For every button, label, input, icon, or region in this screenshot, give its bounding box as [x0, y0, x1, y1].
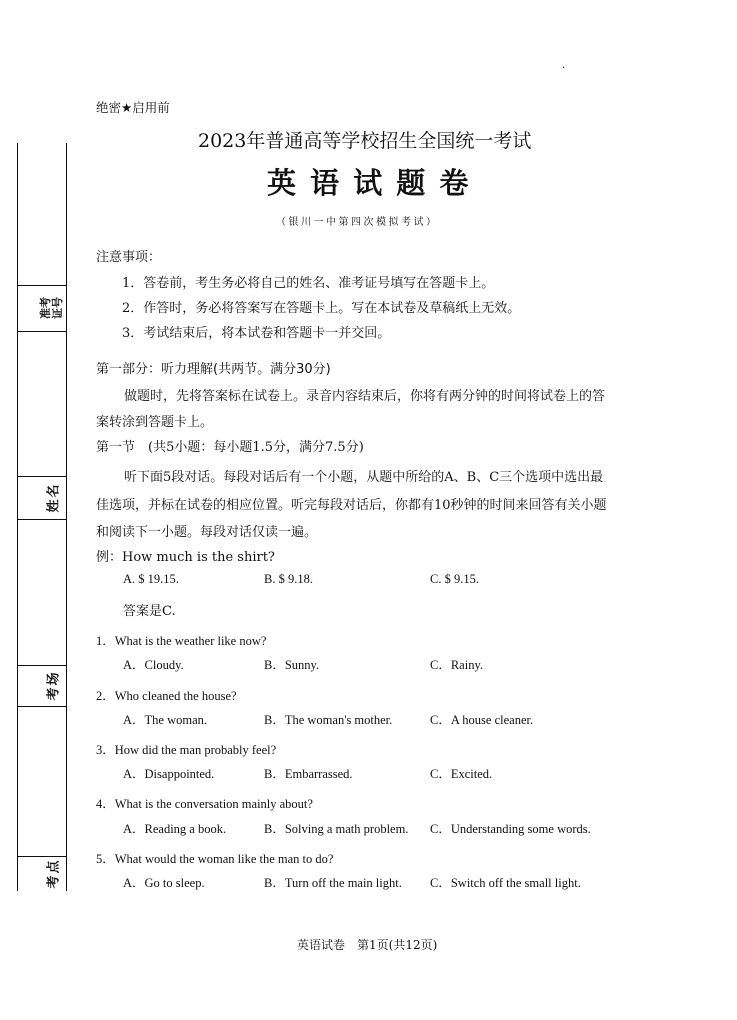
strip-divider	[18, 519, 66, 520]
question-1-option-a: A．Cloudy.	[123, 658, 184, 672]
question-4-option-c: C．Understanding some words.	[430, 822, 591, 836]
part1-intro-line: 案转涂到答题卡上。	[96, 415, 214, 430]
notice-item: 2．作答时，务必将答案写在答题卡上。写在本试卷及草稿纸上无效。	[122, 301, 521, 316]
example-option-a: A. $ 19.15.	[123, 572, 179, 586]
section1-instruction-line: 佳选项，并标在试卷的相应位置。听完每段对话后，你都有10秒钟的时间来回答有关小题	[96, 498, 607, 513]
strip-divider	[18, 331, 66, 332]
paper-subtitle: （银川一中第四次模拟考试）	[276, 217, 439, 228]
strip-divider	[18, 706, 66, 707]
example-question: 例：How much is the shirt?	[96, 550, 275, 565]
section1-heading: 第一节 (共5小题：每小题1.5分，满分7.5分)	[96, 440, 364, 455]
question-4-option-a: A．Reading a book.	[123, 822, 227, 836]
field-label-line: 证号	[51, 297, 64, 319]
question-2-option-a: A．The woman.	[123, 713, 208, 727]
section1-instruction-line: 听下面5段对话。每段对话后有一个小题，从题中所给的A、B、C三个选项中选出最	[124, 470, 604, 485]
part1-heading: 第一部分：听力理解(共两节。满分30分)	[96, 362, 331, 377]
part1-intro-line: 做题时，先将答案标在试卷上。录音内容结束后，你将有两分钟的时间将试卷上的答	[124, 389, 606, 404]
field-label-exam-number	[40, 297, 64, 319]
notice-item: 1．答卷前，考生务必将自己的姓名、准考证号填写在答题卡上。	[122, 276, 495, 291]
page-footer: 英语试卷 第1页(共12页)	[297, 938, 438, 952]
question-1-option-b: B．Sunny.	[264, 658, 320, 672]
question-2-option-c: C．A house cleaner.	[430, 713, 534, 727]
question-5-option-a: A．Go to sleep.	[123, 876, 205, 890]
binding-strip	[17, 143, 67, 891]
field-name	[18, 476, 66, 519]
corner-dot: .	[562, 60, 566, 71]
question-3: 3．How did the man probably feel?	[96, 743, 277, 757]
field-label-name: 姓名	[46, 482, 62, 513]
question-5-option-b: B．Turn off the main light.	[264, 876, 402, 890]
field-label-exam-site: 考点	[46, 858, 62, 889]
question-2: 2．Who cleaned the house?	[96, 689, 237, 703]
question-2-option-b: B．The woman's mother.	[264, 713, 393, 727]
exam-title: 2023年普通高等学校招生全国统一考试	[198, 130, 532, 152]
question-3-option-c: C．Excited.	[430, 767, 493, 781]
field-exam-site	[18, 856, 66, 891]
question-4: 4．What is the conversation mainly about?	[96, 797, 313, 811]
example-answer: 答案是C.	[123, 604, 176, 619]
question-1-option-c: C．Rainy.	[430, 658, 484, 672]
question-3-option-b: B．Embarrassed.	[264, 767, 353, 781]
question-4-option-b: B．Solving a math problem.	[264, 822, 409, 836]
confidential-label: 绝密★启用前	[96, 100, 170, 115]
notice-item: 3．考试结束后，将本试卷和答题卡一并交回。	[122, 326, 391, 341]
question-5: 5．What would the woman like the man to do?	[96, 852, 334, 866]
paper-title: 英 语 试 题 卷	[267, 166, 471, 200]
notice-heading: 注意事项：	[96, 250, 162, 265]
field-exam-room	[18, 665, 66, 706]
example-option-c: C. $ 9.15.	[430, 572, 479, 586]
section1-instruction-line: 和阅读下一小题。每段对话仅读一遍。	[96, 525, 318, 540]
field-label-line: 准考	[39, 297, 52, 319]
question-3-option-a: A．Disappointed.	[123, 767, 215, 781]
example-option-b: B. $ 9.18.	[264, 572, 313, 586]
question-1: 1．What is the weather like now?	[96, 634, 267, 648]
question-5-option-c: C．Switch off the small light.	[430, 876, 581, 890]
field-label-exam-room: 考场	[46, 670, 62, 701]
field-exam-number	[18, 285, 66, 331]
